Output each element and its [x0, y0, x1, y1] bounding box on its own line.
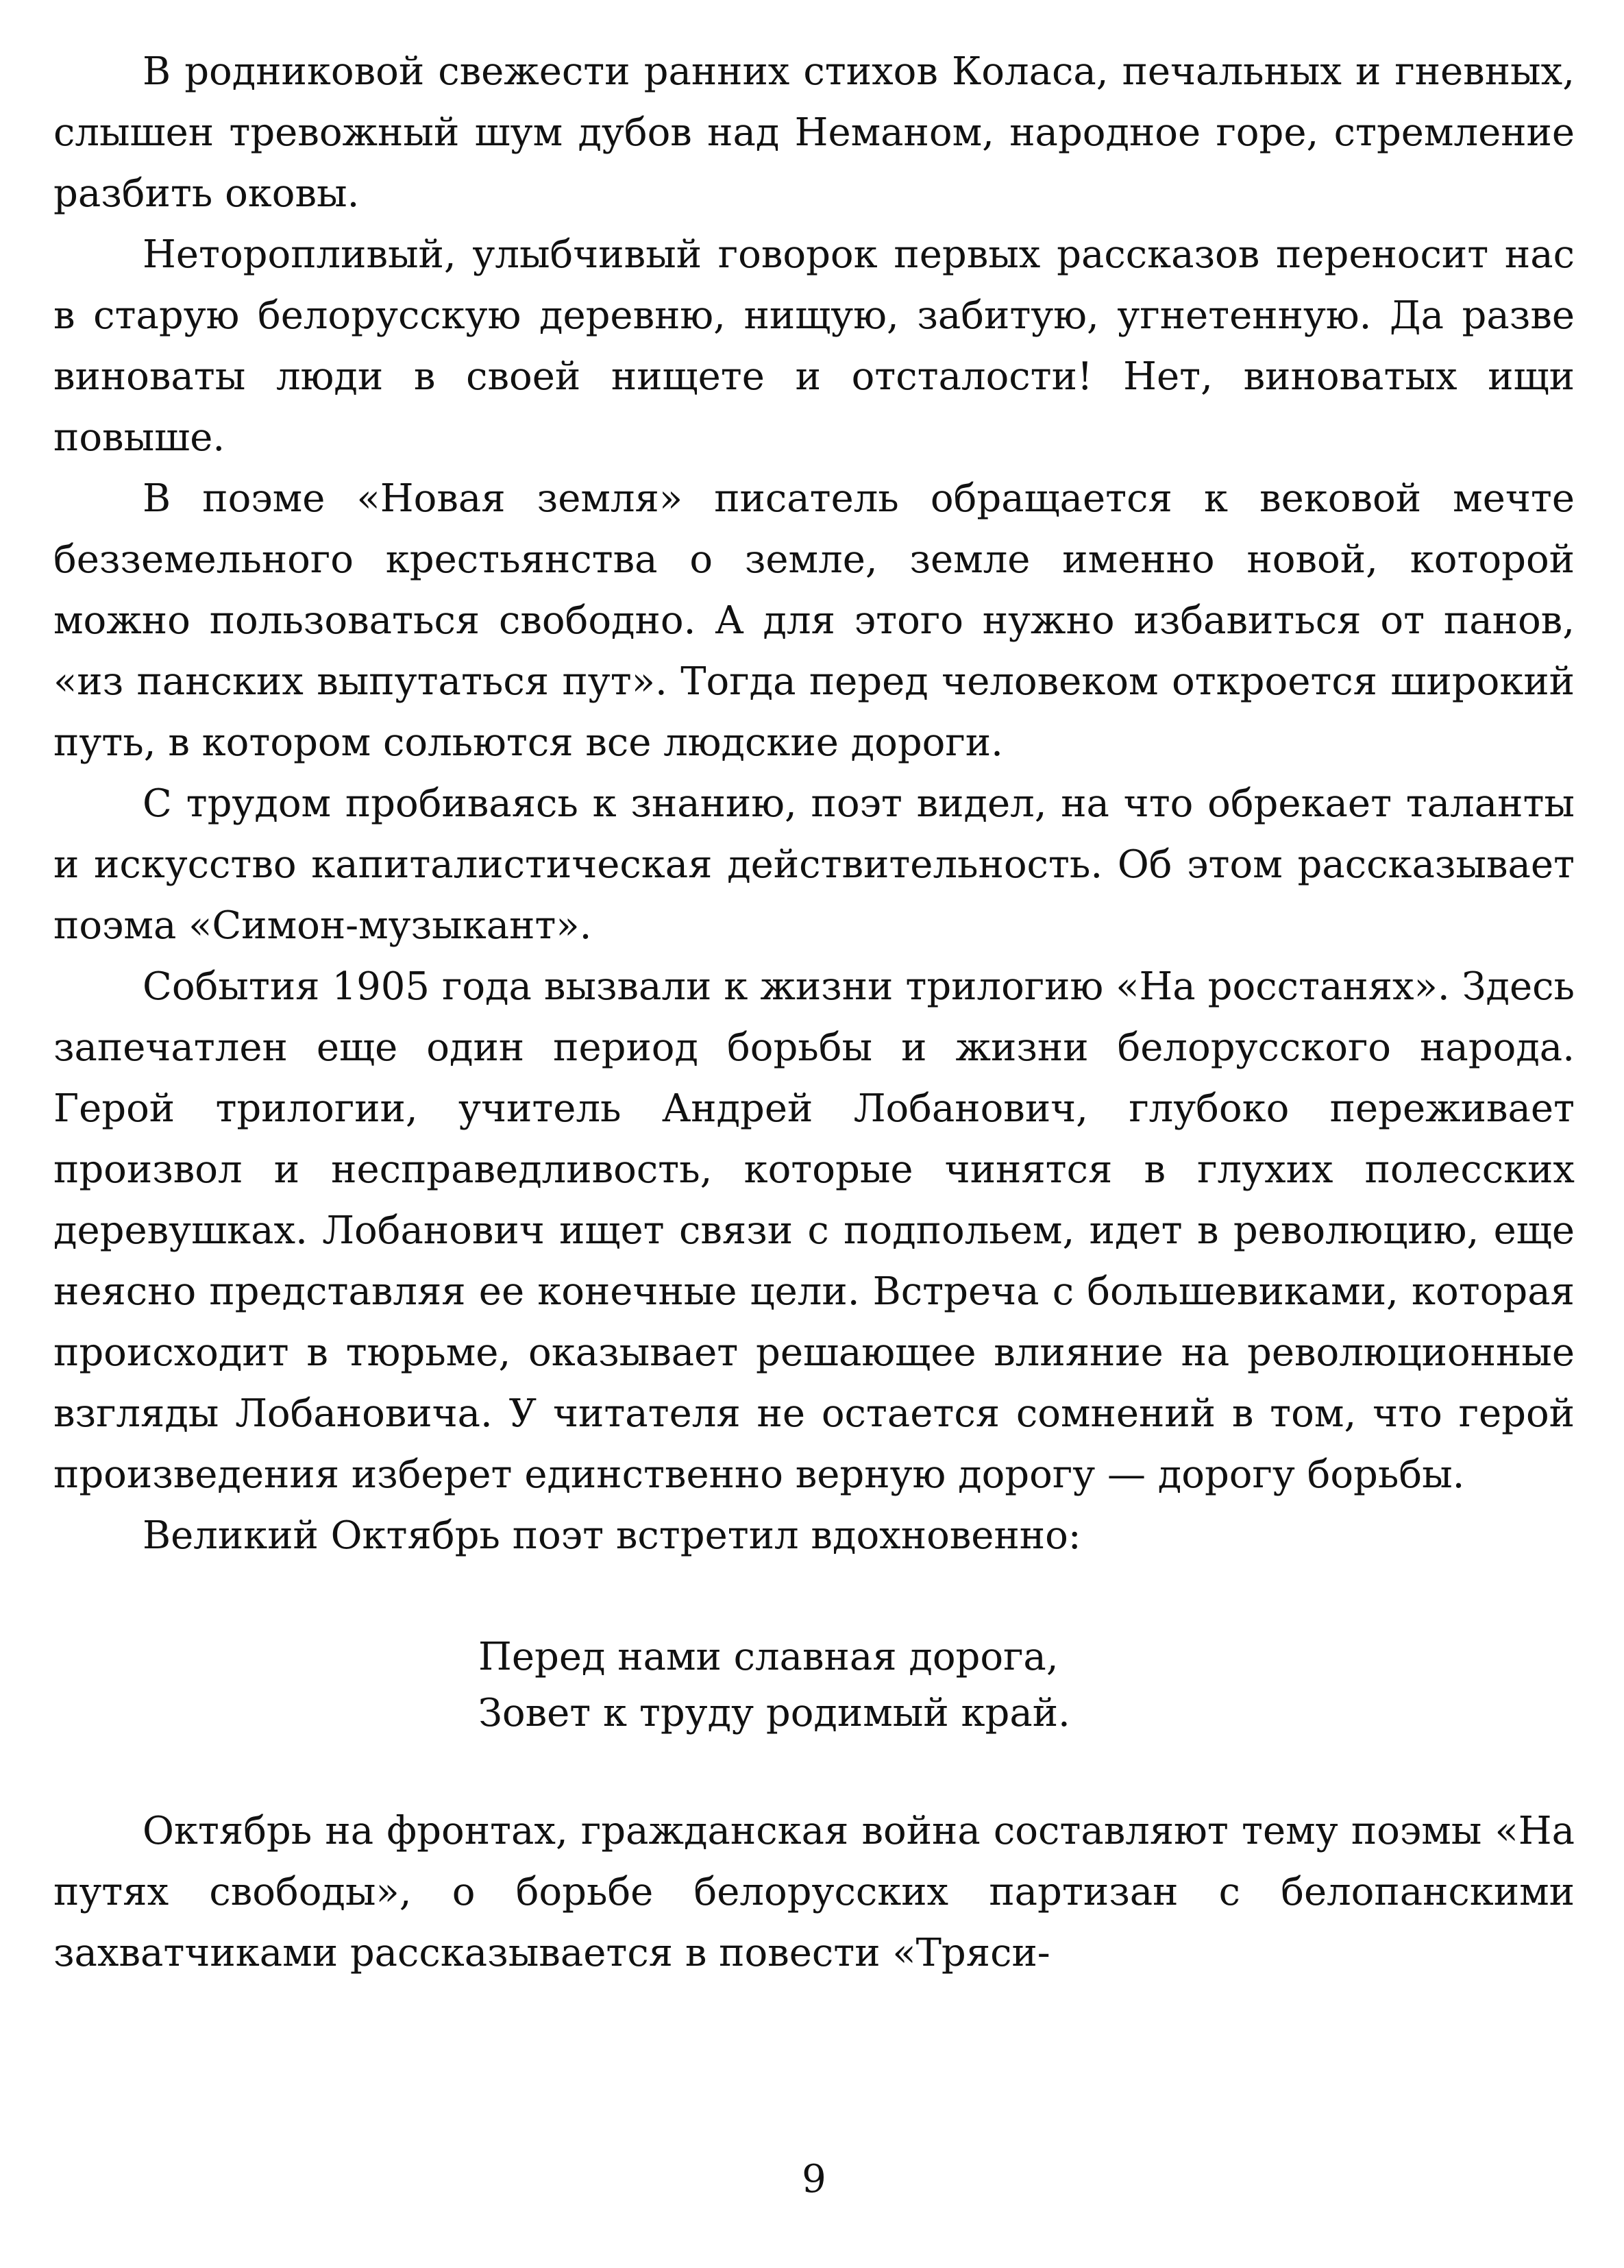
- page-number: 9: [802, 2157, 826, 2202]
- book-page: [53, 41, 1575, 2221]
- verse-line-2: Зовет к труду родимый край.: [478, 1691, 1070, 1735]
- paragraph-kolas-early-poems: В родниковой свежести ранних стихов Коласа, печальных и гневных, слышен тревожный шум дубов над Неманом, народное горе, стремление разбить оковы.: [53, 49, 1575, 216]
- paragraph-october-fronts: Октябрь на фронтах, гражданская война составляют тему поэмы «На путях свободы», о борьбе белорусских партизан с белопанскими захватчиками рассказывается в повести «Тряси-: [53, 1809, 1575, 1975]
- paragraph-great-october: Великий Октябрь поэт встретил вдохновенно:: [143, 1513, 1081, 1558]
- verse-line-1: Перед нами славная дорога,: [478, 1635, 1059, 1679]
- paragraph-first-stories: Неторопливый, улыбчивый говорок первых рассказов переносит нас в старую белорусскую деревню, нищую, забитую, угнетенную. Да разве виноваты люди в своей нищете и отсталости! Нет, виноватых ищи повыше.: [53, 232, 1575, 460]
- verse-quote: [53, 1629, 1575, 1742]
- paragraph-simon-musician: С трудом пробиваясь к знанию, поэт видел, на что обрекает таланты и искусство капиталистическая действительность. Об этом рассказывает поэма «Симон-музыкант».: [53, 781, 1575, 948]
- paragraph-trilogy-1905: События 1905 года вызвали к жизни трилогию «На росстанях». Здесь запечатлен еще один период борьбы и жизни белорусского народа. Герой трилогии, учитель Андрей Лобанович, глубоко переживает произвол и несправедливость, которые чинятся в глухих полесских деревушках. Лобанович ищет связи с подпольем, идет в революцию, еще неясно представляя ее конечные цели. Встреча с большевиками, которая происходит в тюрьме, оказывает решающее влияние на революционные взгляды Лобановича. У читателя не остается сомнений в том, что герой произведения изберет единственно верную дорогу — дорогу борьбы.: [53, 964, 1575, 1497]
- paragraph-new-land-poem: В поэме «Новая земля» писатель обращается к вековой мечте безземельного крестьянства о земле, земле именно новой, которой можно пользоваться свободно. А для этого нужно избавиться от панов, «из панских выпутаться пут». Тогда перед человеком откроется широкий путь, в котором сольются все людские дороги.: [53, 476, 1575, 765]
